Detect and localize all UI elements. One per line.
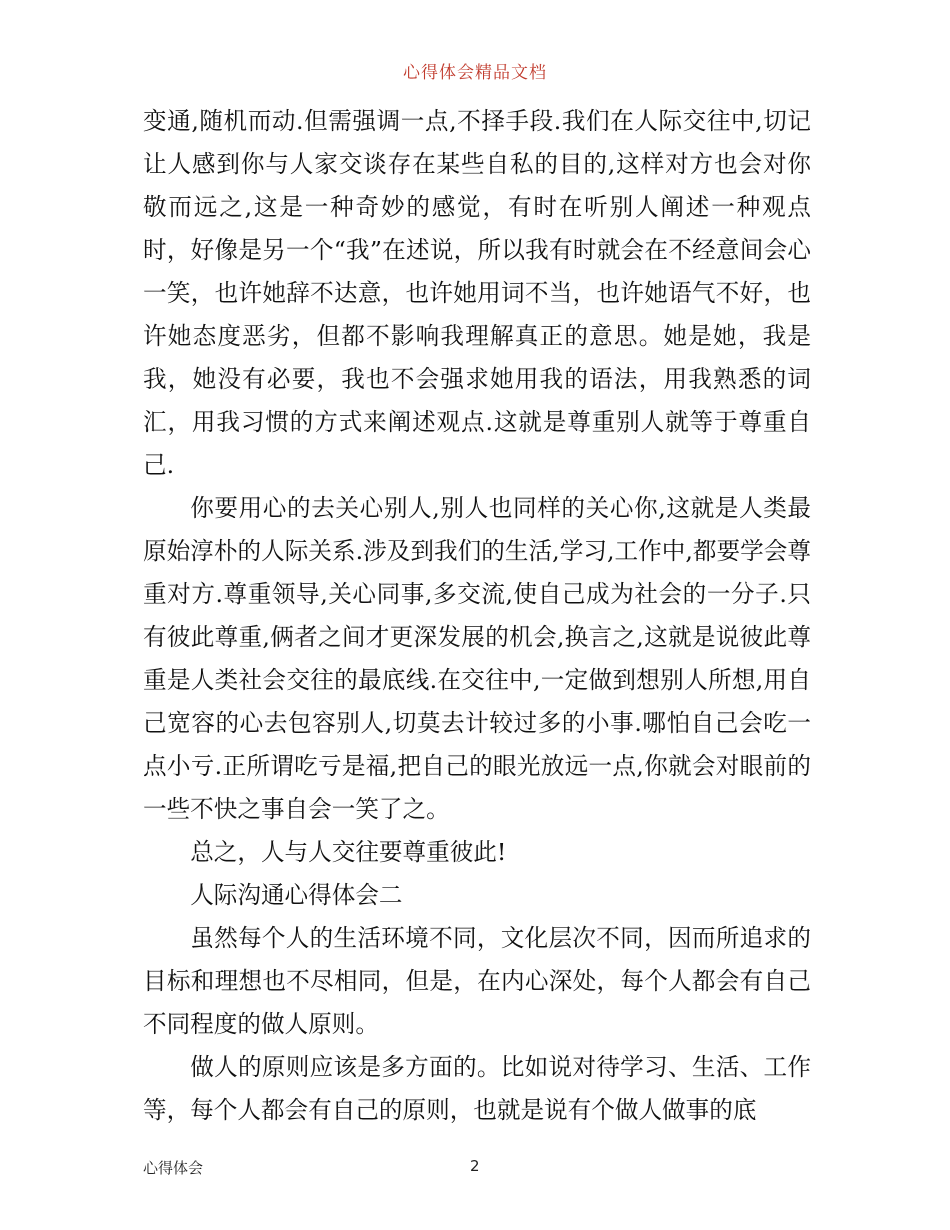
paragraph: 总之，人与人交往要尊重彼此! xyxy=(190,838,507,866)
paragraph: 变通,随机而动.但需强调一点,不择手段.我们在人际交往中,切记让人感到你与人家交谈存在某些自私的目的,这样对方也会对你敬而远之,这是一种奇妙的感觉，有时在听别人阐述一种观点时，好像是另一个“我”在述说，所以我有时就会在不经意间会心一笑，也许她辞不达意，也许她用词不当，也许她语气不好，也许她态度恶劣，但都不影响我理解真正的意思。她是她，我是我，她没有必要，我也不会强求她用我的语法，用我熟悉的词汇，用我习惯的方式来阐述观点.这就是尊重别人就等于尊重自己. xyxy=(143,107,811,479)
document-body xyxy=(143,100,811,1132)
page-footer xyxy=(143,1157,811,1177)
page-header-title: 心得体会精品文档 xyxy=(403,63,547,83)
paragraph: 你要用心的去关心别人,别人也同样的关心你,这就是人类最原始淳朴的人际关系.涉及到我们的生活,学习,工作中,都要学会尊重对方.尊重领导,关心同事,多交流,使自己成为社会的一分子.只有彼此尊重,俩者之间才更深发展的机会,换言之,这就是说彼此尊重是人类社会交往的最底线.在交往中,一定做到想别人所想,用自己宽容的心去包容别人,切莫去计较过多的小事.哪怕自己会吃一点小亏.正所谓吃亏是福,把自己的眼光放远一点,你就会对眼前的一些不快之事自会一笑了之。 xyxy=(143,494,811,823)
footer-label: 心得体会 xyxy=(143,1159,204,1177)
page-number: 2 xyxy=(470,1157,480,1175)
section-heading: 人际沟通心得体会二 xyxy=(190,881,403,909)
paragraph: 虽然每个人的生活环境不同，文化层次不同，因而所追求的目标和理想也不尽相同，但是，在内心深处，每个人都会有自己不同程度的做人原则。 xyxy=(143,924,811,1038)
paragraph: 做人的原则应该是多方面的。比如说对待学习、生活、工作等，每个人都会有自己的原则，也就是说有个做人做事的底 xyxy=(143,1053,811,1124)
